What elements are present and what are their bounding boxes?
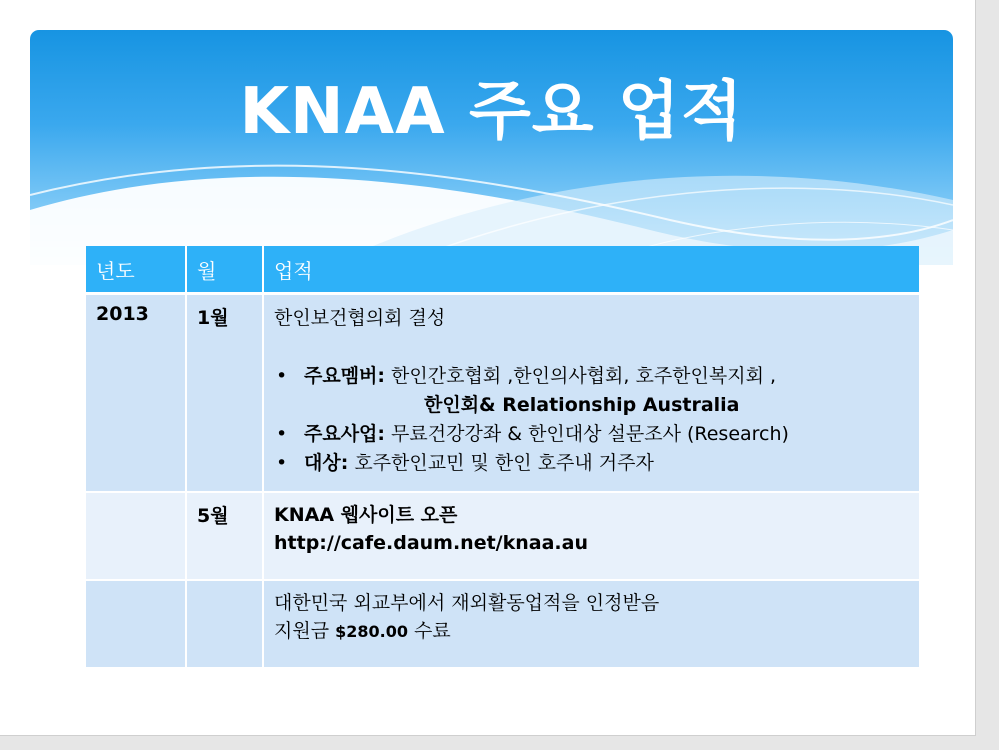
table-row xyxy=(86,580,919,668)
header-month: 월 xyxy=(186,246,263,294)
bullet-icon: • xyxy=(276,423,288,445)
bullet-icon: • xyxy=(276,452,288,474)
slide-title: KNAA 주요 업적 xyxy=(239,75,744,149)
header-year: 년도 xyxy=(86,246,186,294)
bullet-item: • 주요사업: 무료건강강좌 & 한인대상 설문조사 (Research) xyxy=(294,420,909,449)
table-header-row xyxy=(86,246,919,294)
achievement-title: KNAA 웹사이트 오픈 xyxy=(274,504,458,526)
cell-year xyxy=(86,492,186,580)
table-row xyxy=(86,294,919,493)
achievement-bullets xyxy=(274,362,909,478)
bullet-icon: • xyxy=(276,365,288,387)
achievement-title: 대한민국 외교부에서 재외활동업적을 인정받음 xyxy=(274,592,660,614)
cell-year: 2013 xyxy=(86,294,186,493)
grant-amount: $280.00 xyxy=(335,622,408,641)
cell-month: 1월 xyxy=(186,294,263,493)
bullet-item: • 대상: 호주한인교민 및 한인 호주내 거주자 xyxy=(294,449,909,478)
cell-achievement xyxy=(263,294,919,493)
cell-month xyxy=(186,580,263,668)
bullet-continuation: 한인회& Relationship Australia xyxy=(424,394,740,416)
cell-achievement xyxy=(263,580,919,668)
cell-achievement xyxy=(263,492,919,580)
grant-line: 지원금 $280.00 수료 xyxy=(274,620,451,642)
website-link[interactable]: http://cafe.daum.net/knaa.au xyxy=(274,532,588,554)
achievements-table xyxy=(86,246,919,669)
header-achievement: 업적 xyxy=(263,246,919,294)
cell-month: 5월 xyxy=(186,492,263,580)
cell-year xyxy=(86,580,186,668)
achievement-title: 한인보건협의회 결성 xyxy=(274,307,446,329)
bullet-item: • 주요멤버: 한인간호협회 ,한인의사협회, 호주한인복지회 , 한인회& Relationship Australia xyxy=(294,362,909,420)
table-row xyxy=(86,492,919,580)
